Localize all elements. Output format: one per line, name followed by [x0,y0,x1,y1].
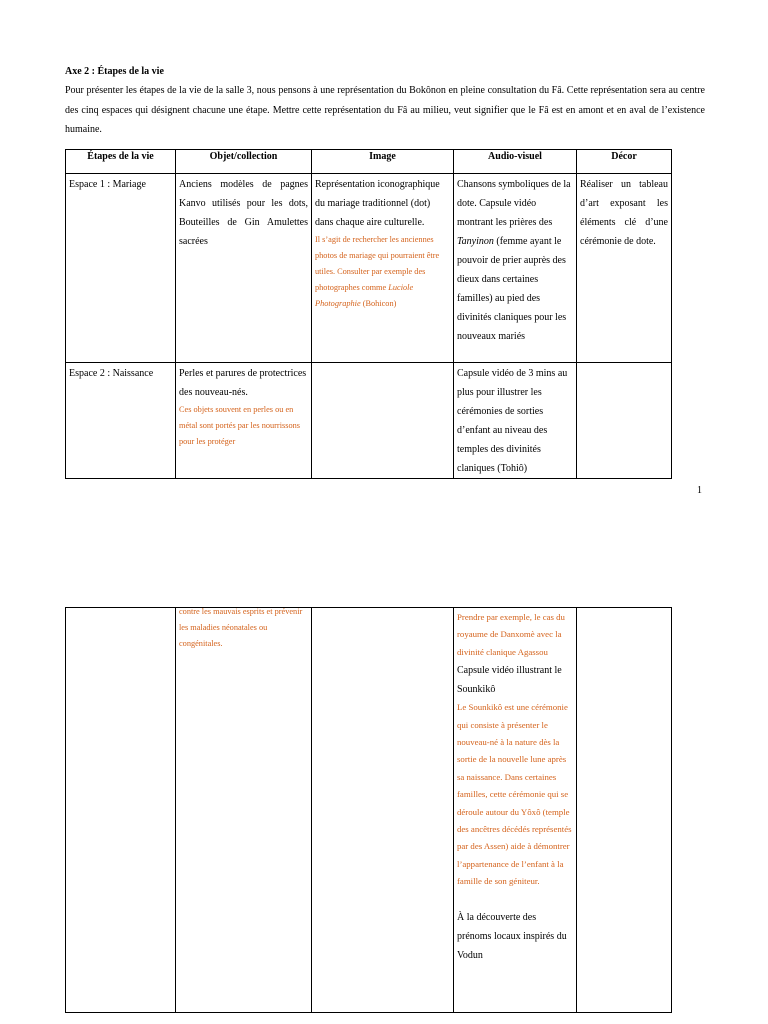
header-stage: Étapes de la vie [66,150,176,174]
table-row-mariage [66,174,672,363]
object-text: Perles et parures de protectrices des nouveau-nés. [179,368,307,398]
header-image: Image [312,150,454,174]
cell-stage [66,608,176,1013]
av-text-sounkiko: Capsule vidéo illustrant le Sounkikô [457,665,562,696]
object-note-continued: contre les mauvais esprits et prévenir les maladies néonatales ou congénitales. [179,607,303,648]
cell-object: Anciens modèles de pagnes Kanvo utilisés pour les dots, Bouteilles de Gin Amulettes sacrées [176,174,312,363]
av-text: Chansons symboliques de la dote. Capsule vidéo montrant les prières des [457,179,571,228]
av-note-danxome: Prendre par exemple, le cas du royaume de Danxomè avec la divinité clanique Agassou [457,612,565,657]
image-note-text: Il s’agit de rechercher les anciennes photos de mariage qui pourraient être utiles. Consulter par exemple des photographes comme [315,235,440,292]
image-note-emphasis: Luciole Photographie [315,283,414,308]
stages-table [65,149,672,479]
image-text: Représentation iconographique du mariage traditionnel (dot) dans chaque aire culturelle. [315,179,440,228]
av-note-sounkiko: Le Sounkikô est une cérémonie qui consiste à présenter le nouveau-né à la nature dès la sortie de la nouvelle lune après sa naissance. Dans certaines familles, cette cérémonie qui se déroule autour du Yôxô (temple des ancêtres décédés représentés par des Assen) aide à démontrer l’appartenance de l’enfant à la famille de son géniteur. [457,702,572,887]
cell-audiovisual: Capsule vidéo de 3 mins au plus pour illustrer les cérémonies de sorties d’enfant au niveau des temples des divinités claniques (Tohiô) [454,363,577,479]
cell-image [312,363,454,479]
cell-image [312,608,454,1013]
header-audiovisual: Audio-visuel [454,150,577,174]
image-note-suffix: (Bohicon) [360,299,397,308]
cell-stage: Espace 2 : Naissance [66,363,176,479]
cell-stage: Espace 1 : Mariage [66,174,176,363]
cell-object [176,608,312,1013]
table-row-naissance [66,363,672,479]
intro-paragraph: Pour présenter les étapes de la vie de la salle 3, nous pensons à une représentation du Bokônon en pleine consultation du Fâ. Cette représentation sera au centre des cinq espaces qui désignent chacune une étape. Mettre cette représentation du Fâ au milieu, veut signifier que le Fâ est en amont et en aval de l’existence humaine. [65,85,705,135]
cell-decor: Réaliser un tableau d’art exposant les éléments clé d’une cérémonie de dote. [577,174,672,363]
page-number: 1 [697,485,702,496]
cell-decor [577,363,672,479]
image-note [315,232,450,312]
table-header-row [66,150,672,174]
cell-decor [577,608,672,1013]
spacer [457,891,573,908]
stages-table-continued [65,607,672,1013]
header-object: Objet/collection [176,150,312,174]
object-note: Ces objets souvent en perles ou en métal sont portés par les nourrissons pour les protéger [179,405,300,446]
av-text-emphasis: Tanyinon [457,236,494,247]
header-decor: Décor [577,150,672,174]
av-text-prenoms: À la découverte des prénoms locaux inspirés du Vodun [457,911,567,961]
cell-audiovisual [454,174,577,363]
table-row-naissance-continued [66,608,672,1013]
cell-audiovisual [454,608,577,1013]
cell-object [176,363,312,479]
cell-image [312,174,454,363]
av-text-suffix: (femme ayant le pouvoir de prier auprès des dieux dans certaines familles) au pied des divinités claniques pour les nouveaux mariés [457,236,567,342]
page-2 [0,540,768,1024]
section-heading: Axe 2 : Étapes de la vie [65,66,164,77]
